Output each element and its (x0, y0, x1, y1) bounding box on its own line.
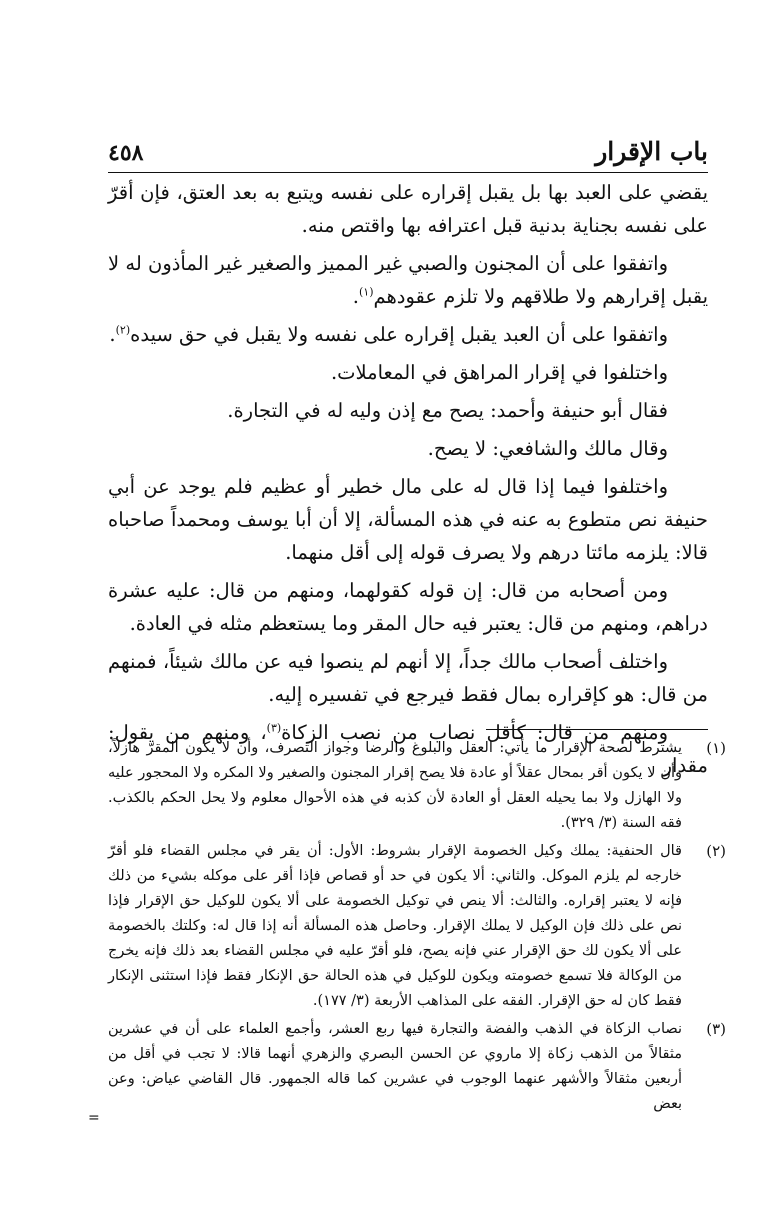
chapter-title: باب الإقرار (595, 137, 708, 166)
paragraph-text: واتفقوا على أن المجنون والصبي غير المميز والصغير غير المأذون له لا يقبل إقرارهم ولا طلاقهم ولا تلزم عقودهم (108, 252, 708, 308)
paragraph-text: واختلف أصحاب مالك جداً، إلا أنهم لم ينصوا فيه عن مالك شيئاً، فمنهم من قال: هو كإقراره بمال فقط فيرجع في تفسيره إليه. (108, 650, 708, 706)
footnote-number: (١) (706, 739, 726, 757)
paragraph (108, 432, 708, 465)
footnote (108, 1017, 726, 1117)
paragraph (108, 318, 708, 351)
paragraph (108, 356, 708, 389)
footnote-text: نصاب الزكاة في الذهب والفضة والتجارة فيها ربع العشر، وأجمع العلماء على أن في عشرين مثقالاً من الذهب زكاة إلا ماروي عن الحسن البصري والزهري أنهما قالا: لا تجب في أقل من أربعين مثقالاً والأشهر عنهما الوجوب في عشرين كما قاله الجمهور. قال القاضي عياض: وعن بعض (108, 1021, 682, 1112)
paragraph-text: يقضي على العبد بها بل يقبل إقراره على نفسه ويتبع به بعد العتق، فإن أقرّ على نفسه بجناية بدنية قبل اعترافه بها واقتص منه. (108, 181, 708, 237)
paragraph-text: واختلفوا في إقرار المراهق في المعاملات. (330, 361, 668, 384)
paragraph-text: واتفقوا على أن العبد يقبل إقراره على نفسه ولا يقبل في حق سيده (130, 323, 668, 346)
paragraph (108, 176, 708, 242)
main-text (108, 176, 708, 787)
paragraph-text: واختلفوا فيما إذا قال له على مال خطير أو عظيم فلم يوجد عن أبي حنيفة نص متطوع به عنه في هذه المسألة، إلا أن أبا يوسف ومحمداً صاحباه قالا: يلزمه مائتا درهم ولا يصرف قوله إلى أقل منهما. (108, 475, 708, 564)
footnote-number: (٣) (706, 1020, 726, 1038)
paragraph-text: ومنهم من قال: كأقل نصاب من نصب الزكاة (281, 721, 668, 744)
footnote (108, 736, 726, 836)
paragraph (108, 470, 708, 569)
footnote-number: (٢) (706, 842, 726, 860)
paragraph (108, 574, 708, 640)
paragraph-tail: . (109, 323, 116, 346)
paragraph-text: ومن أصحابه من قال: إن قوله كقولهما، ومنهم من قال: عليه عشرة دراهم، ومنهم من قال: يعتبر فيه حال المقر وما يستعظم مثله في العادة. (108, 579, 708, 635)
paragraph-text: وقال مالك والشافعي: لا يصح. (427, 437, 668, 460)
footnote-text: يشترط لصحة الإقرار ما يأتي: العقل والبلوغ والرضا وجواز التصرف، وأن لا يكون المقرّ هازلاً، وأن لا يكون أقر بمحال عقلاً أو عادة فلا يصح إقرار المجنون والصغير ولا المكره ولا المحجور عليه ولا الهازل ولا بما يحيله العقل أو العادة لأن كذبه في هذه الأحوال معلوم ولا يحل الحكم بالكذب. فقه السنة (٣/ ٣٢٩). (108, 740, 682, 831)
running-header (108, 128, 708, 173)
paragraph (108, 645, 708, 711)
footnote-ref[interactable]: (٢) (115, 323, 131, 337)
footnotes (108, 736, 726, 1120)
footnote-text: قال الحنفية: يملك وكيل الخصومة الإقرار بشروط: الأول: أن يقر في مجلس القضاء فلو أقرّ خارجه لم يلزم الموكل. والثاني: ألا يكون في حد أو قصاص فإذا أقر على موكله بشيء من ذلك فإنه لا يعتبر إقراره. والثالث: ألا ينص في توكيل الخصومة على ألا يكون للوكيل حق الإقرار فإذا نص على ذلك فإن الوكيل لا يملك الإقرار. وحاصل هذه المسألة أنه إذا قال له: وكلتك بالخصومة على ألا يكون لك حق الإقرار عني فإنه يصح، فلو أقرّ عليه في مجلس القضاء بعد ذلك فإنه يخرج من الوكالة فلا تسمع خصومته ويكون للوكيل في هذه الحالة حق الإنكار فقط فإذا استثنى الإنكار فقط كان له حق الإقرار. الفقه على المذاهب الأربعة (٣/ ١٧٧). (108, 843, 682, 1009)
paragraph-text: فقال أبو حنيفة وأحمد: يصح مع إذن وليه له في التجارة. (227, 399, 668, 422)
footnote (108, 839, 726, 1014)
paragraph (108, 394, 708, 427)
footnote-ref[interactable]: (١) (359, 285, 374, 299)
footnote-ref[interactable]: (٣) (266, 721, 282, 735)
page-number: ٤٥٨ (108, 140, 144, 166)
footnote-separator (486, 729, 708, 730)
margin-mark: = (88, 1110, 100, 1126)
paragraph-tail: ، ومنهم من يقول: مقدار (108, 721, 708, 777)
paragraph-tail: . (352, 285, 359, 308)
paragraph (108, 247, 708, 313)
